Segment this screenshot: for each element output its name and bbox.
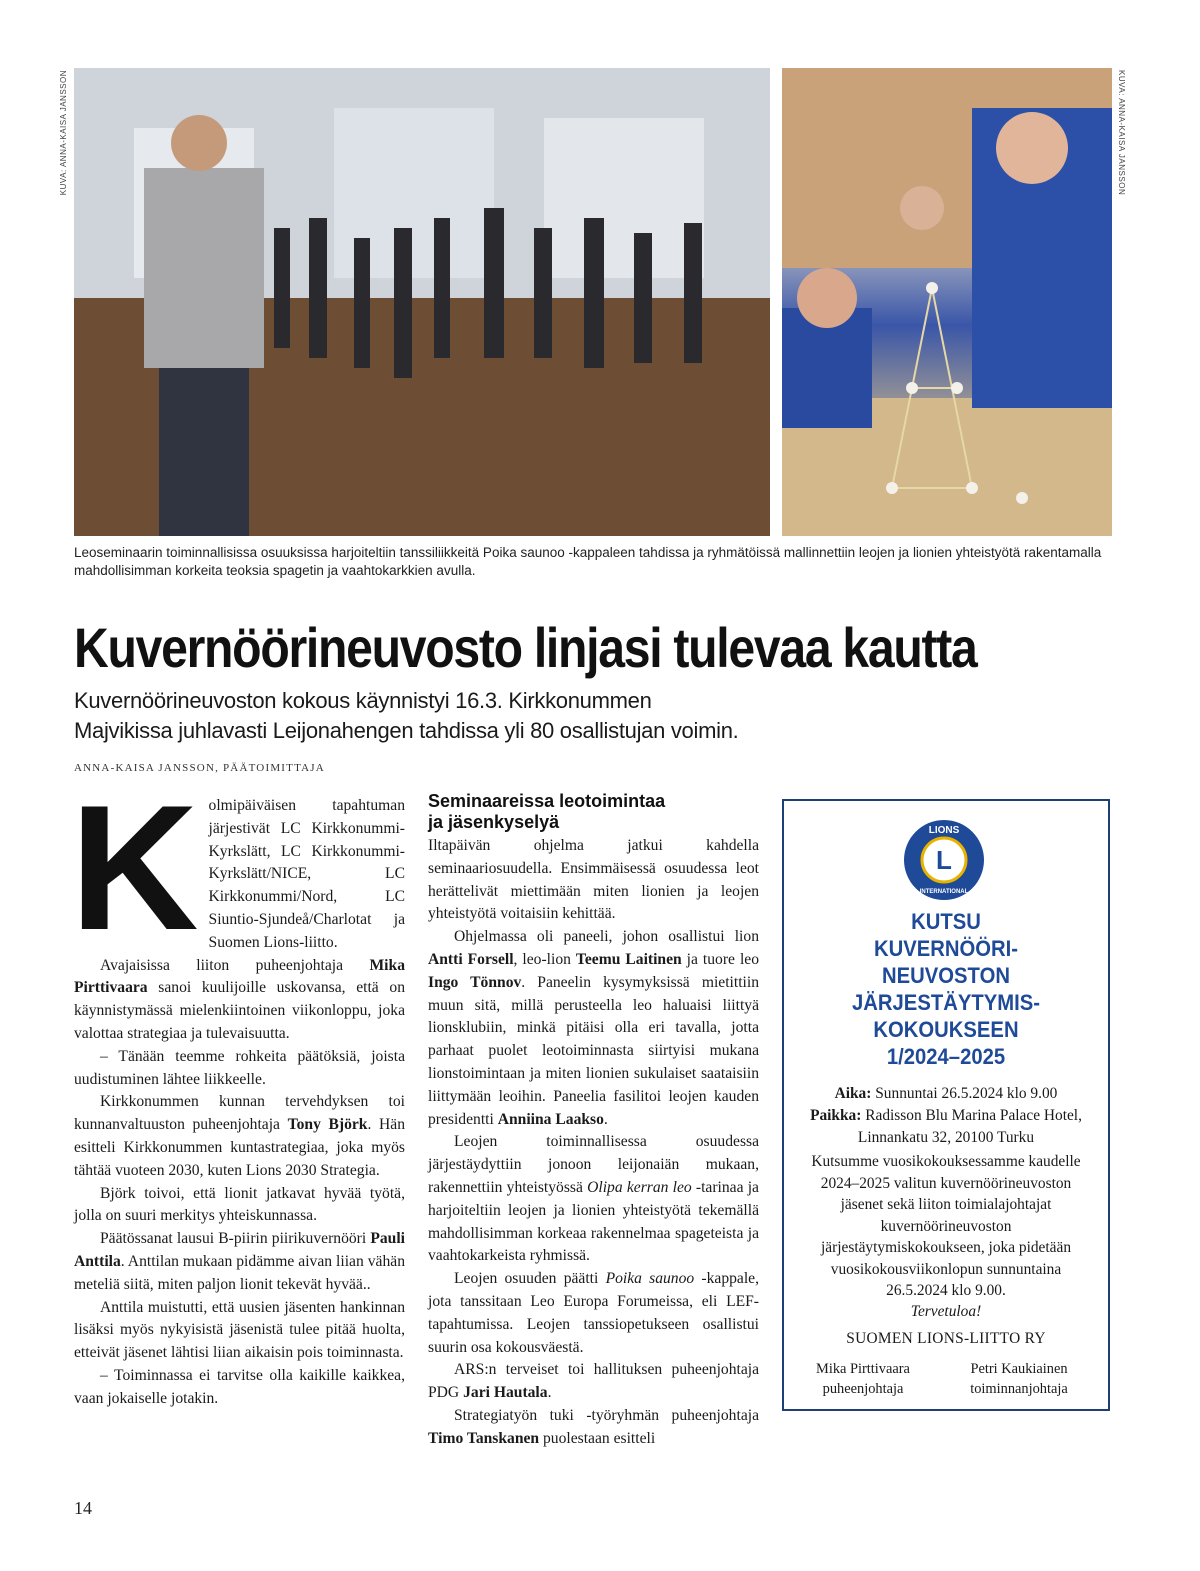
- paragraph: olmipäiväisen tapahtuman järjestivät LC Kirkkonummi-Kyrkslätt, LC Kirkkonummi-Kyrkslätt/NICE, LC Kirkkonummi/Nord, LC Siuntio-Sjundeå/Charlotat ja Suomen Lions-liitto.: [208, 797, 405, 951]
- signature-chair: Mika Pirttivaara puheenjohtaja: [816, 1361, 910, 1397]
- article-column-2: [428, 791, 759, 1451]
- byline: ANNA-KAISA JANSSON, PÄÄTOIMITTAJA: [74, 762, 325, 774]
- paragraph: Anttila muistutti, että uusien jäsenten hankinnan lisäksi myös nykyisistä jäsenistä tulee pitää huolta, etteivät jäsenet lähtisi liian aikaisin pois toiminnasta.: [74, 1298, 405, 1362]
- tower-photo-illustration: [782, 68, 1112, 536]
- paragraph: – Tänään teemme rohkeita päätöksiä, joista uudistuminen lähtee liikkeelle.: [74, 1047, 405, 1088]
- organization-name: SUOMEN LIONS-LIITTO RY: [846, 1330, 1046, 1347]
- signature-director: Petri Kaukiainen toiminnanjohtaja: [970, 1361, 1068, 1397]
- svg-text:INTERNATIONAL: INTERNATIONAL: [919, 889, 969, 895]
- paragraph: Päätössanat lausui B-piirin piirikuvernööri Pauli Anttila. Anttilan mukaan pidämme aivan liian vähän meteliä siitä, miten paljon lionit tekevät hyvää..: [74, 1230, 405, 1293]
- paragraph: Leojen osuuden päätti Poika saunoo -kappale, jota tanssitaan Leo Europa Forumeissa, eli LEF-tapahtumissa. Leojen tanssiopetukseen osallistui suurin osa kokousväestä.: [428, 1270, 759, 1356]
- lead: [74, 686, 834, 746]
- lead-line-1: Kuvernöörineuvoston kokous käynnistyi 16.3. Kirkkonummen: [74, 688, 652, 713]
- photo-dance-practice: [74, 68, 770, 536]
- paragraph: ARS:n terveiset toi hallituksen puheenjohtaja PDG Jari Hautala.: [428, 1361, 759, 1402]
- drop-cap: K: [70, 768, 199, 967]
- page-number: 14: [74, 1498, 92, 1518]
- meeting-details: Aika: Sunnuntai 26.5.2024 klo 9.00 Paikka: Radisson Blu Marina Palace Hotel, Linnankatu 32, 20100 Turku: [810, 1085, 1082, 1146]
- lead-line-2: Majvikissa juhlavasti Leijonahengen tahdissa yli 80 osallistujan voimin.: [74, 718, 739, 743]
- svg-text:L: L: [936, 845, 952, 875]
- invitation-title: KUTSU KUVERNÖÖRI- NEUVOSTON JÄRJESTÄYTYMIS- KOKOUKSEEN 1/2024–2025: [852, 909, 1040, 1069]
- paragraph: Avajaisissa liiton puheenjohtaja Mika Pirttivaara sanoi kuulijoille uskovansa, että on käynnistymässä mielenkiintoinen viikonloppu, joka valottaa strategiaa ja tulevaisuutta.: [74, 956, 405, 1042]
- paragraph: Strategiatyön tuki -työryhmän puheenjohtaja Timo Tanskanen puolestaan esitteli: [428, 1406, 759, 1447]
- paragraph: – Toiminnassa ei tarvitse olla kaikille kaikkea, vaan jokaiselle jotakin.: [74, 1366, 405, 1407]
- welcome-text: Tervetuloa!: [910, 1303, 982, 1320]
- paragraph: Ohjelmassa oli paneeli, johon osallistui lion Antti Forsell, leo-lion Teemu Laitinen ja tuore leo Ingo Tönnov. Paneelin kysymyksissä mietittiin muun sitä, millä perusteella leo haluaisi liittyä lionsklubiin, minkä pitäisi olla eri tavalla, jotta parhaat puolet leotoiminnasta siirtyisi mukana lionstoimintaan ja miten lionien sukulaiset saataisiin liittymään leoihin. Paneelia fasilitoi leojen kauden presidentti Anniina Laakso.: [428, 928, 759, 1128]
- headline: Kuvernöörineuvosto linjasi tulevaa kautta: [74, 616, 977, 679]
- dance-photo-illustration: [74, 68, 770, 536]
- svg-text:LIONS: LIONS: [928, 825, 960, 836]
- lions-logo-icon: [901, 817, 987, 903]
- subheading: Seminaareissa leotoimintaa ja jäsenkyselyä: [428, 791, 666, 832]
- paragraph: Iltapäivän ohjelma jatkui kahdella seminaariosuudella. Ensimmäisessä osuudessa leot herättelivät miettimään miten lionien ja leojen yhteistyötä voitaisiin kehittää.: [428, 837, 759, 923]
- photo-credit-right: KUVA: ANNA-KAISA JANSSON: [1117, 70, 1126, 196]
- paragraph: Leojen toiminnallisessa osuudessa järjestäydyttiin jonoon leijonaiän mukaan, rakennettiin yhteistyössä Olipa kerran leo -tarinaa ja harjoiteltiin leojen ja lionien yhteistyötä tekemällä mahdollisimman korkeaa rakennelmaa spageteista ja vaahtokarkeista ryhmissä.: [428, 1133, 759, 1265]
- paragraph: Björk toivoi, että lionit jatkavat hyvää työtä, jolla on suuri merkitys yhteiskunnassa.: [74, 1184, 405, 1225]
- invitation-box: [782, 799, 1110, 1411]
- invitation-text: Kutsumme vuosikokouksessamme kaudelle 2024–2025 valitun kuvernöörineuvoston jäsenet sekä liiton toimialajohtajat kuvernöörineuvoston järjestäytymiskokoukseen, joka pidetään vuosikokousviikonlopun sunnuntaina 26.5.2024 klo 9.00.: [811, 1153, 1081, 1299]
- paragraph: Kirkkonummen kunnan tervehdyksen toi kunnanvaltuuston puheenjohtaja Tony Björk. Hän esitteli Kirkkonummen kuntastrategiaa, joka myös tähtää vuoteen 2030, kuten Lions 2030 Strategia.: [74, 1093, 405, 1179]
- photo-caption: Leoseminaarin toiminnallisissa osuuksissa harjoiteltiin tanssiliikkeitä Poika saunoo -kappaleen tahdissa ja ryhmätöissä mallinnettiin leojen ja lionien yhteistyötä rakentamalla mahdollisimman korkeita teoksia spagetin ja vaahtokarkkien avulla.: [74, 545, 1102, 578]
- photo-spaghetti-tower: [782, 68, 1112, 536]
- photo-credit-left: KUVA: ANNA-KAISA JANSSON: [59, 70, 68, 196]
